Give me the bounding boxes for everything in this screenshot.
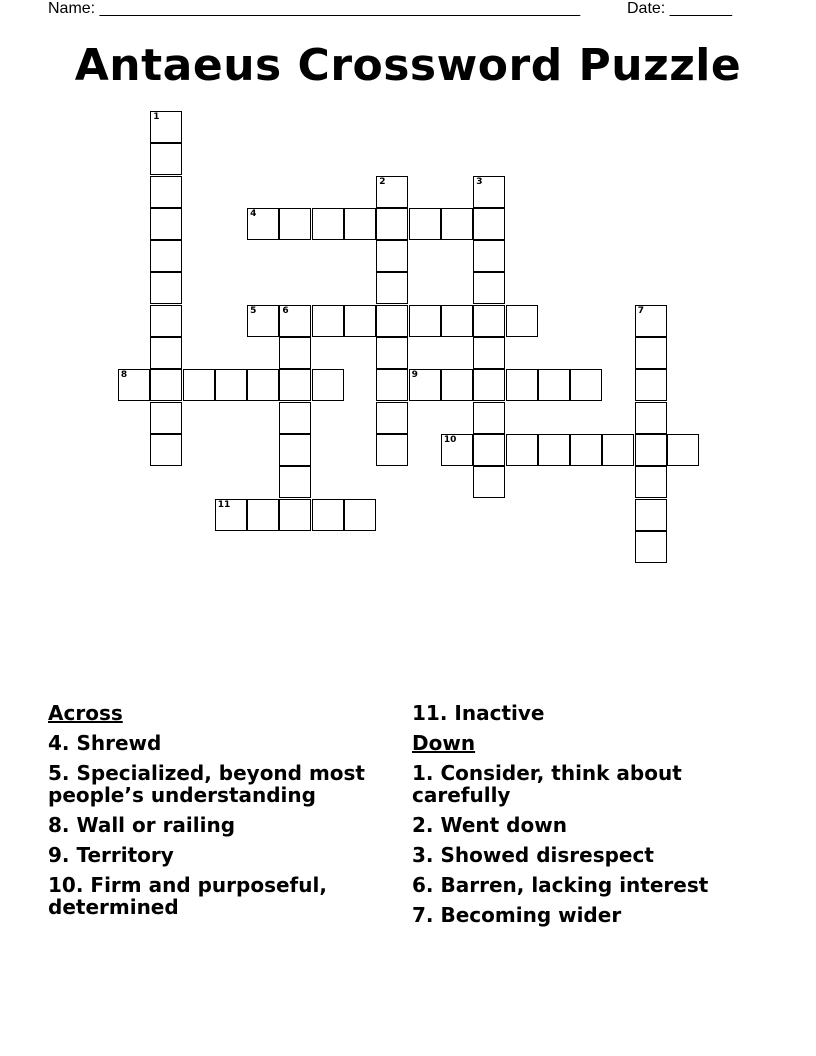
grid-cell <box>376 434 408 466</box>
grid-cell <box>602 434 634 466</box>
grid-cell <box>635 402 667 434</box>
grid-cell <box>441 305 473 337</box>
grid-cell <box>506 369 538 401</box>
grid-cell <box>376 402 408 434</box>
clue-text: Firm and purposeful, determined <box>48 873 327 919</box>
grid-cell <box>473 272 505 304</box>
clue-number: 7. <box>412 903 434 927</box>
clue-number: 11. <box>412 701 448 725</box>
clue-text: Wall or railing <box>76 813 236 837</box>
grid-cell <box>215 369 247 401</box>
grid-cell <box>118 369 150 401</box>
clue-text: Territory <box>76 843 174 867</box>
clue-number: 1. <box>412 761 434 785</box>
across-heading: Across <box>48 701 123 725</box>
grid-cell <box>279 369 311 401</box>
grid-cell <box>150 240 182 272</box>
grid-cell <box>279 305 311 337</box>
grid-cell <box>473 466 505 498</box>
across-clue <box>48 732 378 754</box>
grid-cell <box>473 176 505 208</box>
clue-number: 4. <box>48 731 70 755</box>
grid-cell <box>279 208 311 240</box>
grid-cell <box>376 305 408 337</box>
grid-cell <box>150 434 182 466</box>
grid-cell <box>635 434 667 466</box>
grid-cell <box>376 176 408 208</box>
grid-cell <box>376 369 408 401</box>
cell-number: 6 <box>282 305 289 316</box>
grid-cell <box>279 337 311 369</box>
grid-cell <box>247 208 279 240</box>
grid-cell <box>150 111 182 143</box>
date-line: Date: _______ <box>627 0 732 17</box>
grid-cell <box>473 369 505 401</box>
across-clue <box>48 814 378 836</box>
grid-cell <box>344 499 376 531</box>
grid-cell <box>635 531 667 563</box>
grid-cell <box>570 369 602 401</box>
grid-cell <box>150 272 182 304</box>
grid-cell <box>150 305 182 337</box>
grid-cell <box>506 434 538 466</box>
grid-cell <box>376 208 408 240</box>
cell-number: 4 <box>250 208 257 219</box>
clue-number: 9. <box>48 843 70 867</box>
grid-cell <box>376 240 408 272</box>
grid-cell <box>150 176 182 208</box>
clue-text: Went down <box>440 813 567 837</box>
across-clue <box>48 844 378 866</box>
grid-cell <box>441 208 473 240</box>
grid-cell <box>279 466 311 498</box>
clue-number: 8. <box>48 813 70 837</box>
clue-number: 2. <box>412 813 434 837</box>
clues-column-left <box>48 702 378 926</box>
across-clue <box>48 762 378 806</box>
grid-cell <box>538 369 570 401</box>
grid-cell <box>441 369 473 401</box>
down-heading: Down <box>412 731 476 755</box>
grid-cell <box>473 208 505 240</box>
grid-cell <box>183 369 215 401</box>
grid-cell <box>635 305 667 337</box>
grid-cell <box>506 305 538 337</box>
grid-cell <box>570 434 602 466</box>
cell-number: 1 <box>153 111 160 122</box>
grid-cell <box>635 369 667 401</box>
grid-cell <box>538 434 570 466</box>
down-clue <box>412 814 742 836</box>
down-clue <box>412 904 742 926</box>
grid-cell <box>150 402 182 434</box>
cell-number: 11 <box>217 499 231 510</box>
down-clue <box>412 762 742 806</box>
grid-cell <box>376 272 408 304</box>
down-clue <box>412 844 742 866</box>
cell-number: 5 <box>250 305 257 316</box>
cell-number: 2 <box>379 176 386 187</box>
cell-number: 8 <box>120 370 128 381</box>
page-title: Antaeus Crossword Puzzle <box>74 40 742 91</box>
name-line: Name: ______________________________________________________ <box>48 0 581 17</box>
grid-cell <box>667 434 699 466</box>
grid-cell <box>344 305 376 337</box>
grid-cell <box>409 208 441 240</box>
grid-cell <box>247 305 279 337</box>
grid-cell <box>150 369 182 401</box>
across-clue <box>48 874 378 918</box>
grid-cell <box>279 402 311 434</box>
clue-number: 3. <box>412 843 434 867</box>
grid-cell <box>279 434 311 466</box>
grid-cell <box>312 208 344 240</box>
grid-cell <box>473 240 505 272</box>
clue-text: Inactive <box>454 701 545 725</box>
grid-cell <box>150 143 182 175</box>
grid-cell <box>409 369 441 401</box>
clues-column-right <box>412 702 742 934</box>
grid-cell <box>247 499 279 531</box>
grid-cell <box>473 434 505 466</box>
grid-cell <box>441 434 473 466</box>
grid-cell <box>279 499 311 531</box>
grid-cell <box>635 466 667 498</box>
grid-cell <box>635 337 667 369</box>
cell-number: 3 <box>476 176 483 187</box>
grid-cell <box>247 369 279 401</box>
clue-number: 6. <box>412 873 434 897</box>
cell-number: 10 <box>443 434 457 445</box>
clue-text: Shrewd <box>76 731 162 755</box>
clue-number: 10. <box>48 873 84 897</box>
grid-cell <box>150 337 182 369</box>
clue-text: Barren, lacking interest <box>440 873 709 897</box>
clue-text: Becoming wider <box>440 903 622 927</box>
clue-number: 5. <box>48 761 70 785</box>
across-clue <box>412 702 742 724</box>
down-clue <box>412 874 742 896</box>
cell-number: 9 <box>411 370 418 381</box>
grid-cell <box>312 305 344 337</box>
grid-cell <box>150 208 182 240</box>
clue-text: Consider, think about carefully <box>412 761 682 807</box>
grid-cell <box>312 369 344 401</box>
clue-text: Specialized, beyond most people’s understanding <box>48 761 365 807</box>
grid-cell <box>409 305 441 337</box>
clue-text: Showed disrespect <box>440 843 654 867</box>
grid-cell <box>312 499 344 531</box>
grid-cell <box>376 337 408 369</box>
cell-number: 7 <box>637 305 644 316</box>
grid-cell <box>344 208 376 240</box>
grid-cell <box>473 337 505 369</box>
grid-cell <box>473 402 505 434</box>
grid-cell <box>635 499 667 531</box>
grid-cell <box>215 499 247 531</box>
grid-cell <box>473 305 505 337</box>
